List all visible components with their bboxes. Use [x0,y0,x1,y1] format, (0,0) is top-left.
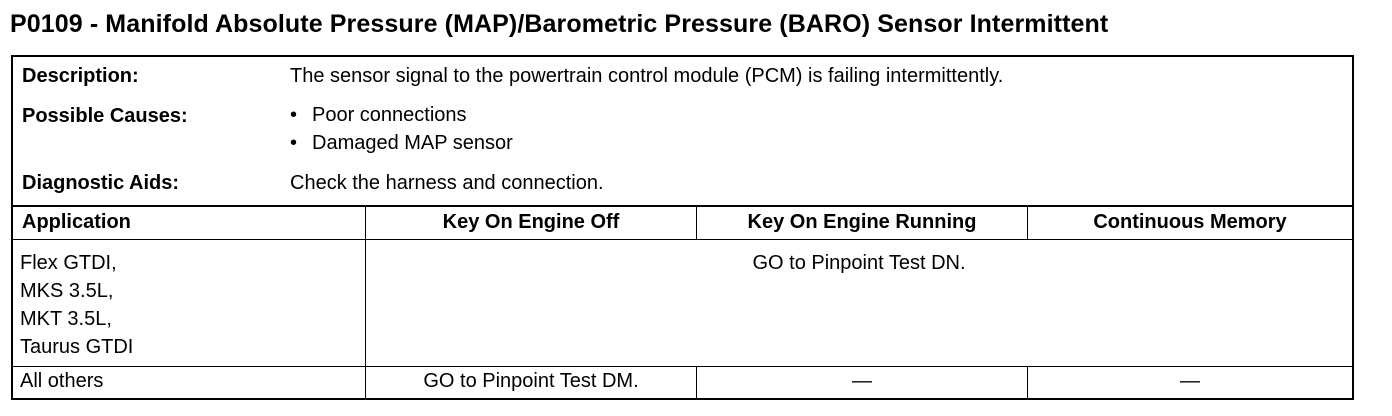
application-line: Taurus GTDI [20,336,134,358]
possible-causes-list [290,101,513,157]
table-top-border [13,205,1352,207]
cause-text: Damaged MAP sensor [312,132,513,154]
bullet-icon: • [290,104,298,126]
cause-text: Poor connections [312,104,467,126]
application-cell [20,249,133,361]
diagnostic-aids-label: Diagnostic Aids: [22,172,180,194]
bullet-icon: • [290,132,298,154]
cause-item [290,101,513,129]
page-title: P0109 - Manifold Absolute Pressure (MAP)/Barometric Pressure (BARO) Sensor Intermittent [10,10,1109,38]
header-application: Application [22,211,131,233]
header-koeo: Key On Engine Off [442,211,620,233]
koeo-action-cell: GO to Pinpoint Test DM. [423,370,639,392]
dtc-info-box [11,55,1354,400]
application-line: Flex GTDI, [20,252,117,274]
diagnostic-aids-text: Check the harness and connection. [290,172,604,194]
application-line: MKS 3.5L, [20,280,114,302]
header-continuous-memory: Continuous Memory [1093,211,1287,233]
application-cell: All others [20,370,104,392]
cause-item [290,129,513,157]
description-text: The sensor signal to the powertrain control module (PCM) is failing intermittently. [290,65,1004,87]
continuous-memory-action-cell: — [1180,370,1200,392]
description-label: Description: [22,65,139,87]
koer-action-cell: — [852,370,872,392]
merged-action-cell: GO to Pinpoint Test DN. [752,252,966,274]
table-header-divider [13,239,1352,240]
application-line: MKT 3.5L, [20,308,112,330]
table-row-divider [13,366,1352,367]
possible-causes-label: Possible Causes: [22,105,188,127]
header-koer: Key On Engine Running [747,211,977,233]
